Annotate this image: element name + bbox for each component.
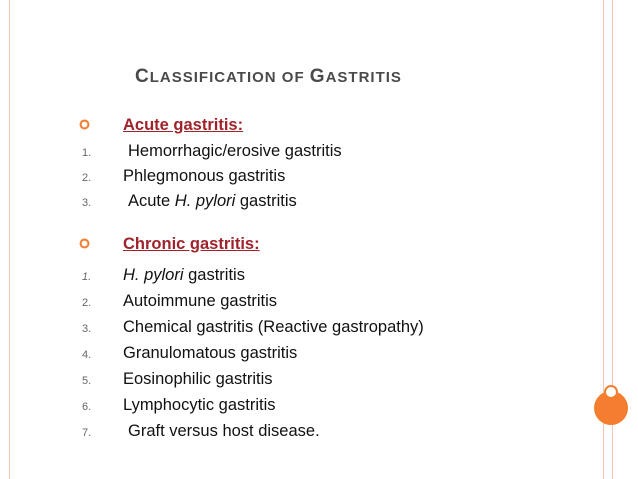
- circle-bullet-icon: [79, 238, 90, 249]
- orange-ring-icon: [604, 385, 618, 399]
- slide-title: CLASSIFICATION OF GASTRITIS: [135, 66, 402, 87]
- chronic-heading: Chronic gastritis:: [123, 235, 260, 253]
- decorative-line-left: [9, 0, 10, 479]
- slide: CLASSIFICATION OF GASTRITIS Acute gastritis: 1. Hemorrhagic/erosive gastritis 2. Phlegmonous gastritis 3. Acute H. pylori gastritis Chronic gastritis: 1. H. pylori gastritis 2. Autoimmune gastritis 3. Chemical gastritis (Reactive gastropathy) 4. Granulomatous gastritis 5. Eosinophilic gastritis 6. Lymphocytic gastritis 7. Graft versus host disease.: [0, 0, 638, 479]
- circle-bullet-icon: [79, 119, 90, 130]
- acute-heading: Acute gastritis:: [123, 116, 244, 134]
